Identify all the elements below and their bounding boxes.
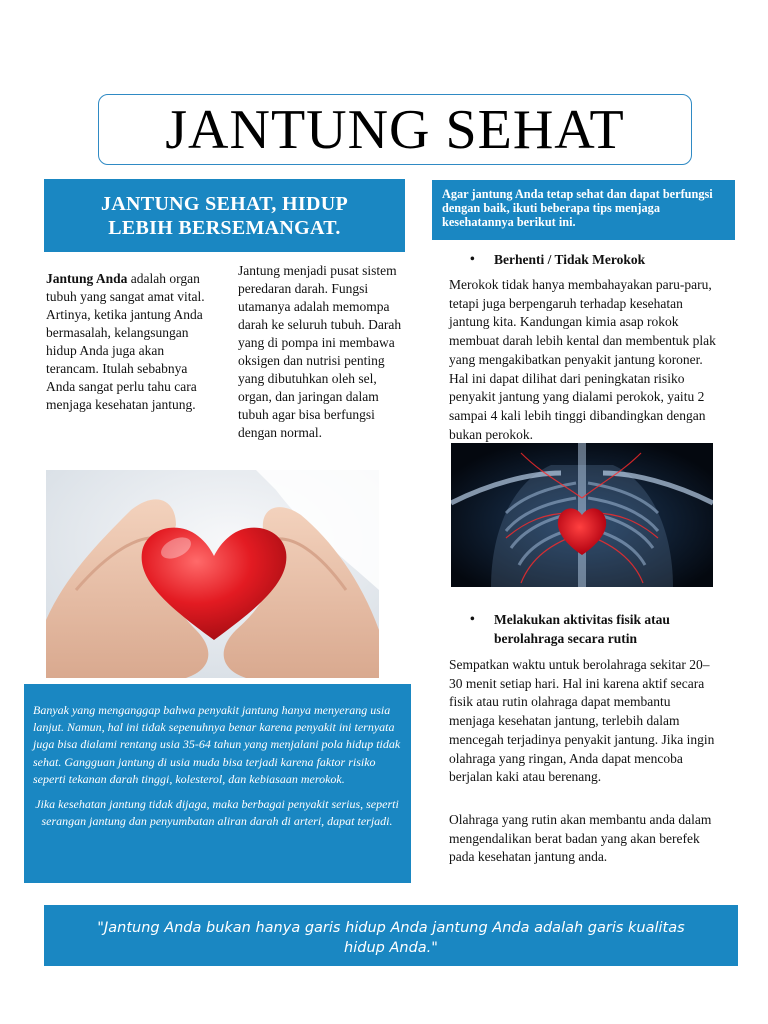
info-box-paragraph-1: Banyak yang menganggap bahwa penyakit jantung hanya menyerang usia lanjut. Namun, hal ini tidak sepenuhnya benar karena penyakit ini ternyata juga bisa dialami rentang usia 35-64 tahun yang menjalani pola hidup tidak sehat. Gangguan jantung di usia muda bisa terjadi karena faktor risiko seperti tekanan darah tinggi, kolesterol, dan kebiasaan merokok.	[33, 703, 401, 786]
tip-body-stop-smoking: Merokok tidak hanya membahayakan paru-paru, tetapi juga berpengaruh terhadap kesehatan jantung kita. Kandungan kimia asap rokok membuat darah lebih kental dan membentuk plak yang mengakibatkan penyakit jantung koroner. Hal ini dapat dilihat dari peningkatan risiko penyakit jantung yang dialami perokok, yaitu 2 sampai 4 kali lebih tinggi dibandingkan dengan bukan perokok.	[449, 277, 716, 442]
title-box	[98, 94, 692, 165]
page-title: JANTUNG SEHAT	[165, 98, 625, 161]
hands-heart-photo	[46, 470, 379, 678]
tip-heading-line2: berolahraga secara rutin	[494, 631, 637, 646]
tip-heading-text: Berhenti / Tidak Merokok	[494, 252, 646, 267]
tip-heading-stop-smoking	[470, 250, 730, 270]
bullet-icon: •	[470, 611, 475, 626]
intro-bold-lead: Jantung Anda	[46, 271, 128, 286]
banner-headline-line2: LEBIH BERSEMANGAT.	[108, 216, 341, 239]
tip-heading-text	[494, 610, 670, 648]
chest-heart-xray-photo	[451, 443, 713, 587]
intro-text: adalah organ tubuh yang sangat amat vital. Artinya, ketika jantung Anda bermasalah, kelangsungan hidup Anda juga akan terancam. Itulah sebabnya Anda sangat perlu tahu cara menjaga kesehatan jantung.	[46, 271, 205, 412]
info-box-paragraph-2: Jika kesehatan jantung tidak dijaga, maka berbagai penyakit serius, seperti serangan jantung dan penyumbatan aliran darah di arteri, dapat terjadi.	[35, 797, 399, 829]
bullet-icon: •	[470, 251, 475, 266]
hands-heart-illustration	[46, 470, 379, 678]
intro-paragraph-1	[46, 270, 218, 414]
banner-headline	[44, 179, 405, 252]
footer-quote: "Jantung Anda bukan hanya garis hidup Anda jantung Anda adalah garis kualitas hidup Anda."	[44, 905, 738, 966]
info-box-young-age	[24, 684, 411, 883]
tip-heading-exercise	[470, 610, 730, 650]
intro-paragraph-2: Jantung menjadi pusat sistem peredaran darah. Fungsi utamanya adalah memompa darah ke seluruh tubuh. Darah yang di pompa ini membawa oksigen dan nutrisi penting yang dibutuhkan oleh sel, organ, dan jaringan dalam tubuh agar bisa berfungsi dengan normal.	[238, 263, 402, 440]
tip-body-exercise-2: Olahraga yang rutin akan membantu anda dalam mengendalikan berat badan yang akan berefek pada kesehatan jantung anda.	[449, 812, 712, 865]
banner-tips-intro: Agar jantung Anda tetap sehat dan dapat berfungsi dengan baik, ikuti beberapa tips menjaga kesehatannya berikut ini.	[432, 180, 735, 240]
tip-body-exercise: Sempatkan waktu untuk berolahraga sekitar 20–30 menit setiap hari. Hal ini karena aktif secara fisik atau rutin olahraga dapat membantu menjaga kesehatan jantung, terlebih dalam mencegah terjadinya penyakit jantung. Jika ingin olahraga yang ringan, Anda dapat mencoba berjalan kaki atau berenang.	[449, 657, 715, 785]
tip-heading-line1: Melakukan aktivitas fisik atau	[494, 612, 670, 627]
banner-headline-text	[101, 192, 348, 240]
chest-xray-illustration	[451, 443, 713, 587]
banner-headline-line1: JANTUNG SEHAT, HIDUP	[101, 192, 348, 215]
